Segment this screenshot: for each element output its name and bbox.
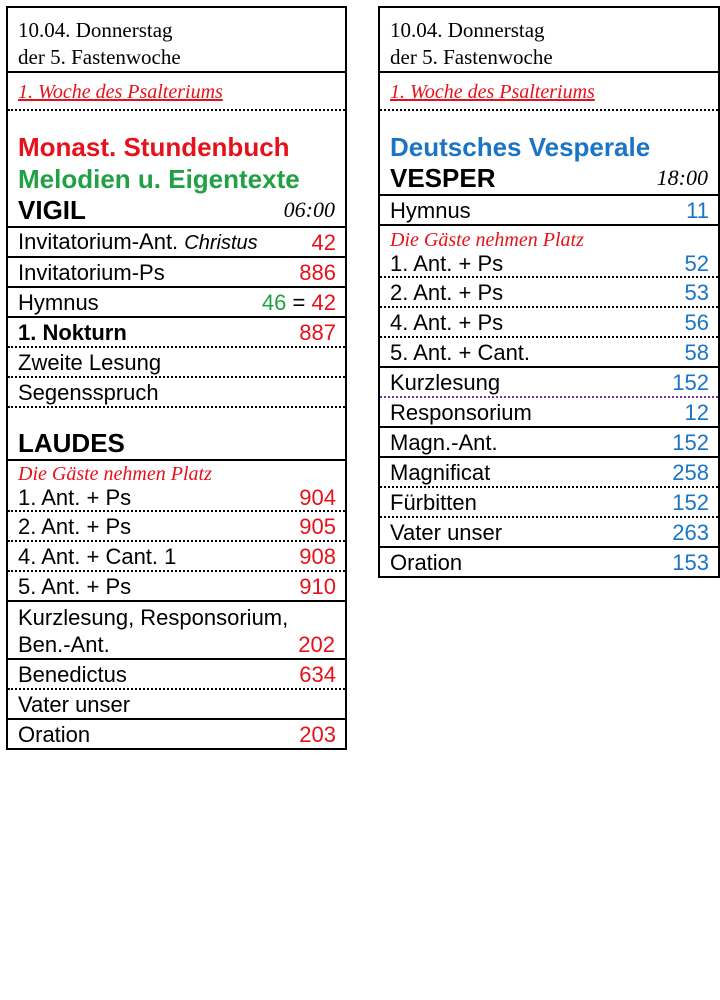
vigil-time: 06:00 (283, 197, 335, 222)
row-vesper-4: 4. Ant. + Ps 56 (380, 308, 718, 338)
vigil-header (8, 195, 345, 228)
page-number: 202 (298, 632, 335, 657)
date-box (378, 6, 720, 73)
vigil-label: VIGIL (18, 195, 86, 225)
row-nokturn: 1. Nokturn 887 (8, 318, 345, 348)
row-laudes-4: 4. Ant. + Cant. 1 908 (8, 542, 345, 572)
date-line: 10.04. Donnerstag (390, 18, 545, 42)
page-number: 11 (686, 197, 709, 223)
row-invitatorium-ps: Invitatorium-Ps 886 (8, 258, 345, 288)
page-number: 910 (299, 573, 336, 599)
page-number: 42 (311, 229, 336, 255)
vesper-header (380, 163, 718, 196)
row-hymnus: Hymnus 11 (380, 196, 718, 226)
row-laudes-1: 1. Ant. + Ps 904 (8, 485, 345, 512)
page-number: 153 (672, 549, 709, 575)
right-schedule (378, 6, 720, 578)
guests-note: Die Gäste nehmen Platz (18, 463, 212, 485)
title-melodien: Melodien u. Eigentexte (18, 164, 300, 194)
page-number: 263 (672, 519, 709, 545)
row-vesper-5: 5. Ant. + Cant. 58 (380, 338, 718, 368)
page-number: 56 (684, 309, 709, 335)
row-laudes-2: 2. Ant. + Ps 905 (8, 512, 345, 542)
title-stundenbuch: Monast. Stundenbuch (18, 132, 290, 162)
row-oration: Oration 153 (380, 548, 718, 578)
guests-note: Die Gäste nehmen Platz (390, 229, 584, 251)
page-number: 152 (672, 369, 709, 395)
row-vater-unser: Vater unser 263 (380, 518, 718, 548)
page-number: 886 (299, 259, 336, 285)
psalter-week: 1. Woche des Psalteriums (380, 73, 718, 111)
row-kurzlesung: Kurzlesung 152 (380, 368, 718, 398)
page-number: 904 (299, 485, 336, 510)
date-box (6, 6, 347, 73)
page-number: 52 (684, 251, 709, 276)
page-number: 203 (299, 721, 336, 747)
left-schedule (6, 6, 347, 750)
row-invitatorium-ant: Invitatorium-Ant. Christus 42 (8, 228, 345, 258)
laudes-label: LAUDES (18, 428, 125, 458)
row-vater-unser: Vater unser (8, 690, 345, 720)
row-zweite-lesung: Zweite Lesung (8, 348, 345, 378)
row-fuerbitten: Fürbitten 152 (380, 488, 718, 518)
page-number: 887 (299, 319, 336, 345)
page-number: 12 (684, 399, 709, 425)
page-number-green: 46 (261, 289, 287, 315)
page-number: 58 (684, 339, 709, 365)
page-number: 152 (672, 429, 709, 455)
page-number: 634 (299, 661, 336, 687)
title-vesperale: Deutsches Vesperale (390, 132, 651, 162)
vesper-label: VESPER (390, 163, 496, 193)
row-magn-ant: Magn.-Ant. 152 (380, 428, 718, 458)
row-oration: Oration 203 (8, 720, 345, 750)
vesper-time: 18:00 (656, 165, 708, 190)
page-number: 152 (672, 489, 709, 515)
psalter-week: 1. Woche des Psalteriums (8, 73, 345, 111)
page-number: 53 (684, 279, 709, 305)
page-number: 908 (299, 543, 336, 569)
equals-sign: = (292, 289, 306, 315)
row-segensspruch: Segensspruch (8, 378, 345, 408)
date-line: 10.04. Donnerstag (18, 18, 173, 42)
week-line: der 5. Fastenwoche (390, 45, 553, 69)
row-hymnus: Hymnus 46 = 42 (8, 288, 345, 318)
laudes-header (8, 428, 345, 461)
row-magnificat: Magnificat 258 (380, 458, 718, 488)
row-vesper-1: 1. Ant. + Ps 52 (380, 251, 718, 278)
row-responsorium: Responsorium 12 (380, 398, 718, 428)
row-kurzlesung: Kurzlesung, Responsorium, Ben.-Ant. 202 (8, 602, 345, 660)
row-vesper-2: 2. Ant. + Ps 53 (380, 278, 718, 308)
page-number: 258 (672, 459, 709, 485)
row-laudes-5: 5. Ant. + Ps 910 (8, 572, 345, 602)
week-line: der 5. Fastenwoche (18, 45, 181, 69)
page-number: 42 (311, 289, 336, 315)
row-benedictus: Benedictus 634 (8, 660, 345, 690)
page-number: 905 (299, 513, 336, 539)
invitatorium-extra: Christus (184, 231, 258, 254)
